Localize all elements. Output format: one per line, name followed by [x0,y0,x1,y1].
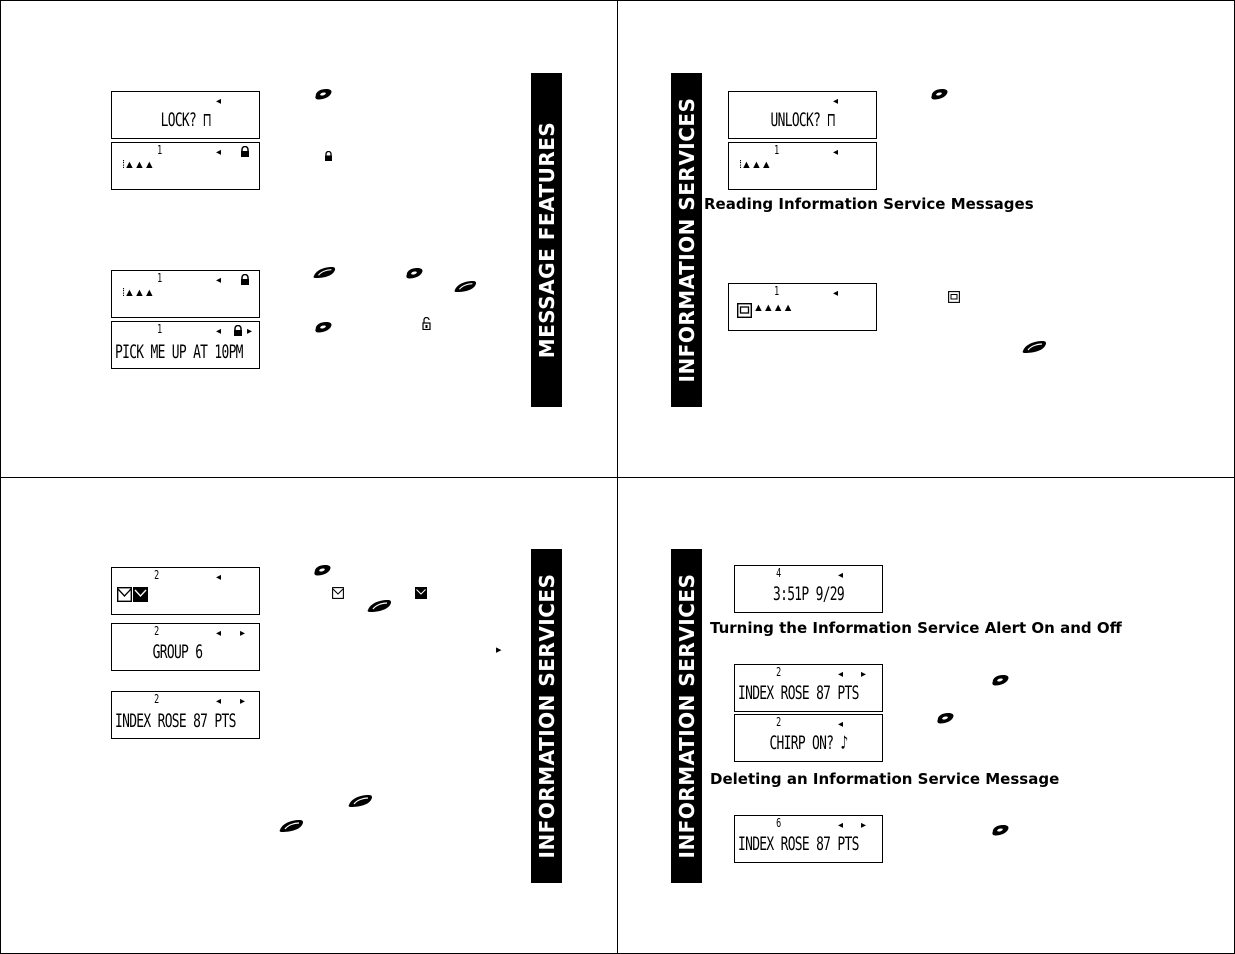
lcd-envelope-list [111,567,260,615]
quadrant-bottom-right [617,477,1235,954]
right-arrow-icon: ▸ [496,644,502,656]
left-arrow-icon: ◂ [216,696,222,707]
padlock-icon [240,146,250,157]
lcd-text: INDEX ROSE 87 PTS [738,682,859,704]
left-arrow-icon: ◂ [216,147,222,158]
right-arrow-icon: ▸ [247,326,253,337]
oval-read-button-icon [312,266,336,279]
lcd-text: INDEX ROSE 87 PTS [115,710,236,732]
padlock-icon [324,151,333,161]
message-number: 2 [154,692,160,706]
message-indicator-row: ⁞▲▲▲ [122,159,154,171]
quadrant-top-left [0,0,618,478]
round-select-button-icon [929,87,949,101]
left-arrow-icon: ◂ [833,96,839,107]
message-number: 2 [776,715,782,729]
left-arrow-icon: ◂ [838,820,844,831]
tab-information-services: INFORMATION SERVICES [671,549,702,883]
round-select-button-icon [990,673,1010,687]
message-number: 1 [157,322,163,336]
lcd-text: GROUP 6 [152,641,203,663]
round-select-button-icon [404,266,424,280]
heading-deleting-message: Deleting an Information Service Message [710,770,1060,788]
message-indicator-row: ⁞▲▲▲ [122,287,154,299]
lcd-text: INDEX ROSE 87 PTS [738,833,859,855]
round-select-button-icon [313,87,333,101]
lcd-text: UNLOCK? ⊓ [770,109,835,131]
round-select-button-icon [312,563,332,577]
message-number: 1 [774,143,780,157]
padlock-icon: ⊓ [203,109,211,131]
tab-message-features: MESSAGE FEATURES [531,73,562,407]
left-arrow-icon: ◂ [216,96,222,107]
message-number: 1 [157,143,163,157]
lcd-lock-prompt [111,91,260,139]
quadrant-top-right [617,0,1235,478]
info-service-icon [948,291,960,303]
lcd-unlock-prompt [728,91,877,139]
oval-read-button-icon [278,819,304,833]
lcd-info-message [111,691,260,739]
music-note-icon: ♪ [840,732,848,754]
left-arrow-icon: ◂ [838,669,844,680]
lcd-time-stamp [734,565,883,613]
lcd-message-text [111,321,260,369]
lcd-info-message [734,815,883,863]
left-arrow-icon: ◂ [216,572,222,583]
info-service-icon [737,303,752,318]
left-arrow-icon: ◂ [216,326,222,337]
heading-reading-messages: Reading Information Service Messages [704,195,1034,213]
message-indicator-row: ⁞▲▲▲ [739,159,771,171]
message-number: 2 [776,665,782,679]
lcd-text: CHIRP ON? ♪ [769,732,848,754]
message-number: 2 [154,624,160,638]
oval-read-button-icon [1021,340,1047,354]
padlock-open-icon: ⊓ [827,109,835,131]
lcd-text: LOCK? ⊓ [160,109,211,131]
tab-information-services: INFORMATION SERVICES [531,549,562,883]
padlock-icon [233,325,243,336]
padlock-icon [240,274,250,285]
message-number: 1 [774,284,780,298]
round-select-button-icon [313,320,333,334]
oval-read-button-icon [347,794,373,808]
left-arrow-icon: ◂ [216,628,222,639]
right-arrow-icon: ▸ [861,669,867,680]
right-arrow-icon: ▸ [240,628,246,639]
message-number: 1 [157,271,163,285]
lcd-info-list [728,283,877,331]
envelope-icon [332,587,344,599]
lcd-unlocked-list [728,142,877,190]
lcd-lock-status [111,142,260,190]
left-arrow-icon: ◂ [838,719,844,730]
left-arrow-icon: ◂ [833,288,839,299]
lcd-group [111,623,260,671]
lcd-text: 3:51P 9/29 [773,583,844,605]
message-indicator-row: ▲▲▲▲ [753,302,793,314]
left-arrow-icon: ◂ [216,275,222,286]
left-arrow-icon: ◂ [838,570,844,581]
tab-information-services: INFORMATION SERVICES [671,73,702,407]
message-number: 4 [776,566,782,580]
lcd-text: PICK ME UP AT 10PM [115,341,243,363]
round-select-button-icon [935,711,955,725]
padlock-open-icon [422,317,431,330]
oval-read-button-icon [366,599,392,613]
oval-read-button-icon [453,280,477,293]
right-arrow-icon: ▸ [240,696,246,707]
right-arrow-icon: ▸ [861,820,867,831]
envelope-icon [117,587,132,602]
lcd-locked-list [111,270,260,318]
lcd-info-message [734,664,883,712]
round-select-button-icon [990,823,1010,837]
left-arrow-icon: ◂ [833,147,839,158]
quadrant-bottom-left [0,477,618,954]
heading-alert-on-off: Turning the Information Service Alert On and Off [710,619,1122,637]
message-number: 2 [154,568,160,582]
message-number: 6 [776,816,782,830]
lcd-chirp-prompt [734,714,883,762]
envelope-read-icon [415,587,427,599]
envelope-read-icon [133,587,148,602]
